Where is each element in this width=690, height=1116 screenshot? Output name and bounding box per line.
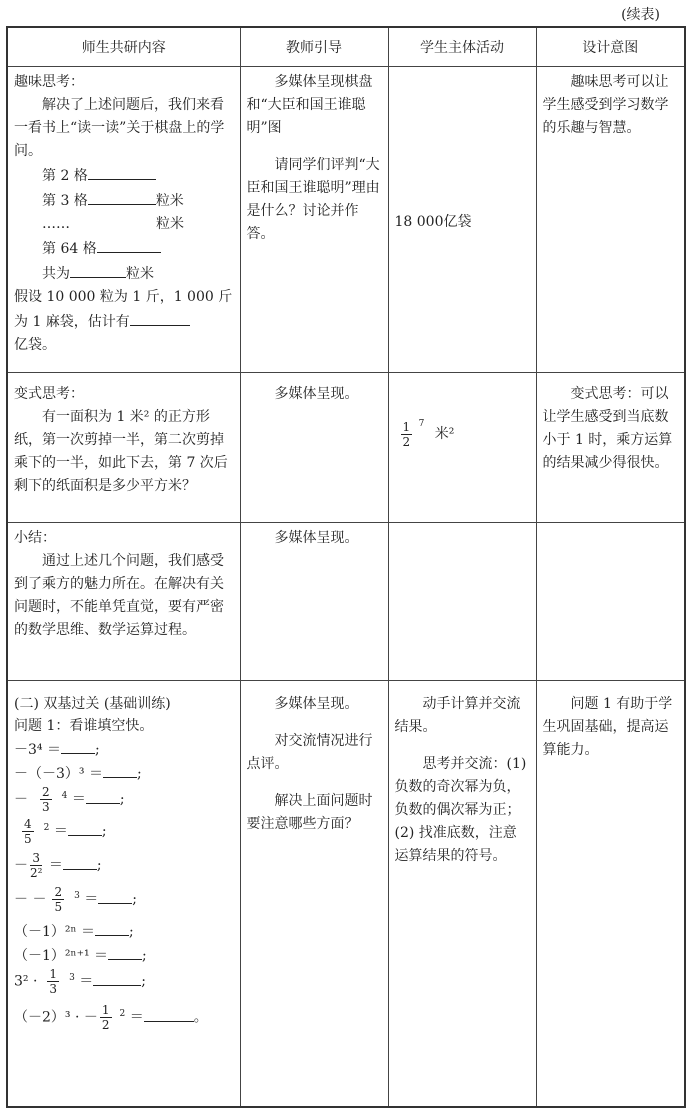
row1-teacher-1: 多媒体呈现棋盘和“大臣和国王谁聪明”图: [246, 74, 373, 136]
row3-student: [388, 523, 536, 681]
row3-title: 小结：: [14, 530, 56, 546]
exercise-9: 3² · $\frac{1}{3}$ $^3$ ＝ ;: [14, 967, 146, 997]
header-intent: 设计意图: [536, 27, 685, 67]
row2-title: 变式思考：: [14, 386, 84, 402]
lesson-table: [6, 26, 686, 1108]
blank: [88, 188, 156, 205]
exercise-5: － $\frac{3}{\text{2²}}$ ＝ ;: [14, 851, 102, 880]
header-teacher: 教师引导: [240, 27, 388, 67]
continued-label: (续表): [621, 7, 660, 23]
exercise-8: （－1）²ⁿ⁺¹ ＝ ;: [14, 943, 234, 967]
table-row: [7, 373, 685, 523]
header-student: 学生主体活动: [388, 27, 536, 67]
row2-intent-text: 变式思考：可以让学生感受到当底数小于 1 时，乘方运算的结果减少得很快。: [542, 386, 673, 471]
row4-student-2: 思考并交流：(1) 负数的奇次幂为负，负数的偶次幂为正；(2) 找准底数，注意运算结果的符号。: [394, 756, 527, 864]
row4-teacher: [240, 681, 388, 1107]
row4-intent-text: 问题 1 有助于学生巩固基础，提高运算能力。: [542, 696, 673, 758]
row3-content: [7, 523, 240, 681]
row1-teacher: [240, 67, 388, 373]
row4-content: [7, 681, 240, 1107]
blank: [97, 236, 161, 253]
row1-intent: [536, 67, 685, 373]
row4-title: (二) 双基过关 (基础训练): [14, 696, 171, 712]
row1-line8: 亿袋。: [14, 337, 56, 353]
row2-teacher: [240, 373, 388, 523]
table-row: [7, 523, 685, 681]
blank: [130, 309, 190, 326]
row3-teacher-text: 多媒体呈现。: [274, 530, 359, 546]
row1-line3: 第 3 格 粒米: [14, 188, 234, 213]
row1-title: 趣味思考：: [14, 74, 84, 90]
row4-question: 问题 1：看谁填空快。: [14, 718, 154, 734]
table-row: [7, 67, 685, 373]
blank: [70, 261, 126, 278]
row1-line6: 共为 粒米: [14, 261, 234, 286]
row2-student-answer: $\frac{1}{2}$ $^7$ 米²: [402, 419, 455, 449]
row4-student-1: 动手计算并交流结果。: [394, 696, 521, 735]
row1-line4: …… 粒米: [42, 216, 184, 232]
row2-content: [7, 373, 240, 523]
row4-student: [388, 681, 536, 1107]
exercise-7: （－1）²ⁿ ＝ ;: [14, 919, 234, 943]
exercise-3: － $\frac{2}{3}$ $^4$ ＝ ;: [14, 785, 125, 815]
row3-teacher: [240, 523, 388, 681]
row2-intent: [536, 373, 685, 523]
exercise-10: （－2）³ · － $\frac{1}{2}$ $^2$ ＝ 。: [14, 1003, 208, 1033]
table-row: [7, 681, 685, 1107]
row2-problem: 有一面积为 1 米² 的正方形纸，第一次剪掉一半，第二次剪掉乘下的一半，如此下去，第 7 次后剩下的纸面积是多少平方米？: [14, 409, 228, 494]
row3-intent: [536, 523, 685, 681]
row1-intro: 解决了上述问题后，我们来看一看书上“读一读”关于棋盘上的学问。: [14, 97, 225, 159]
row1-line5: 第 64 格: [14, 236, 234, 261]
row2-student: [388, 373, 536, 523]
blank: [88, 163, 156, 180]
row1-student-answer: 18 000亿袋: [394, 214, 472, 230]
row1-student: [388, 67, 536, 373]
exercise-1: －3⁴ ＝ ;: [14, 737, 234, 761]
row1-line2: 第 2 格: [14, 163, 234, 188]
row4-teacher-1: 多媒体呈现。: [274, 696, 359, 712]
row1-content: [7, 67, 240, 373]
row4-teacher-3: 解决上面问题时要注意哪些方面？: [246, 793, 373, 832]
row1-teacher-2: 请同学们评判“大臣和国王谁聪明”理由是什么？讨论并作答。: [246, 157, 380, 242]
row3-summary: 通过上述几个问题，我们感受到了乘方的魅力所在。在解决有关问题时，不能单凭直觉，要有严密的数学思维、数学运算过程。: [14, 553, 224, 638]
exercise-4: $\frac{4}{5}$ $^2$ ＝ ;: [24, 817, 107, 847]
exercise-2: －（－3）³ ＝ ;: [14, 761, 234, 785]
row1-intent-text: 趣味思考可以让学生感受到学习数学的乐趣与智慧。: [542, 74, 669, 136]
row1-line7: 假设 10 000 粒为 1 斤，1 000 斤为 1 麻袋，估计有: [14, 289, 233, 330]
header-row: [7, 27, 685, 67]
row2-teacher-text: 多媒体呈现。: [274, 386, 359, 402]
row4-intent: [536, 681, 685, 1107]
exercise-6: － － $\frac{2}{5}$ $^3$ ＝ ;: [14, 885, 137, 915]
row4-teacher-2: 对交流情况进行点评。: [246, 733, 373, 772]
header-content: 师生共研内容: [7, 27, 240, 67]
